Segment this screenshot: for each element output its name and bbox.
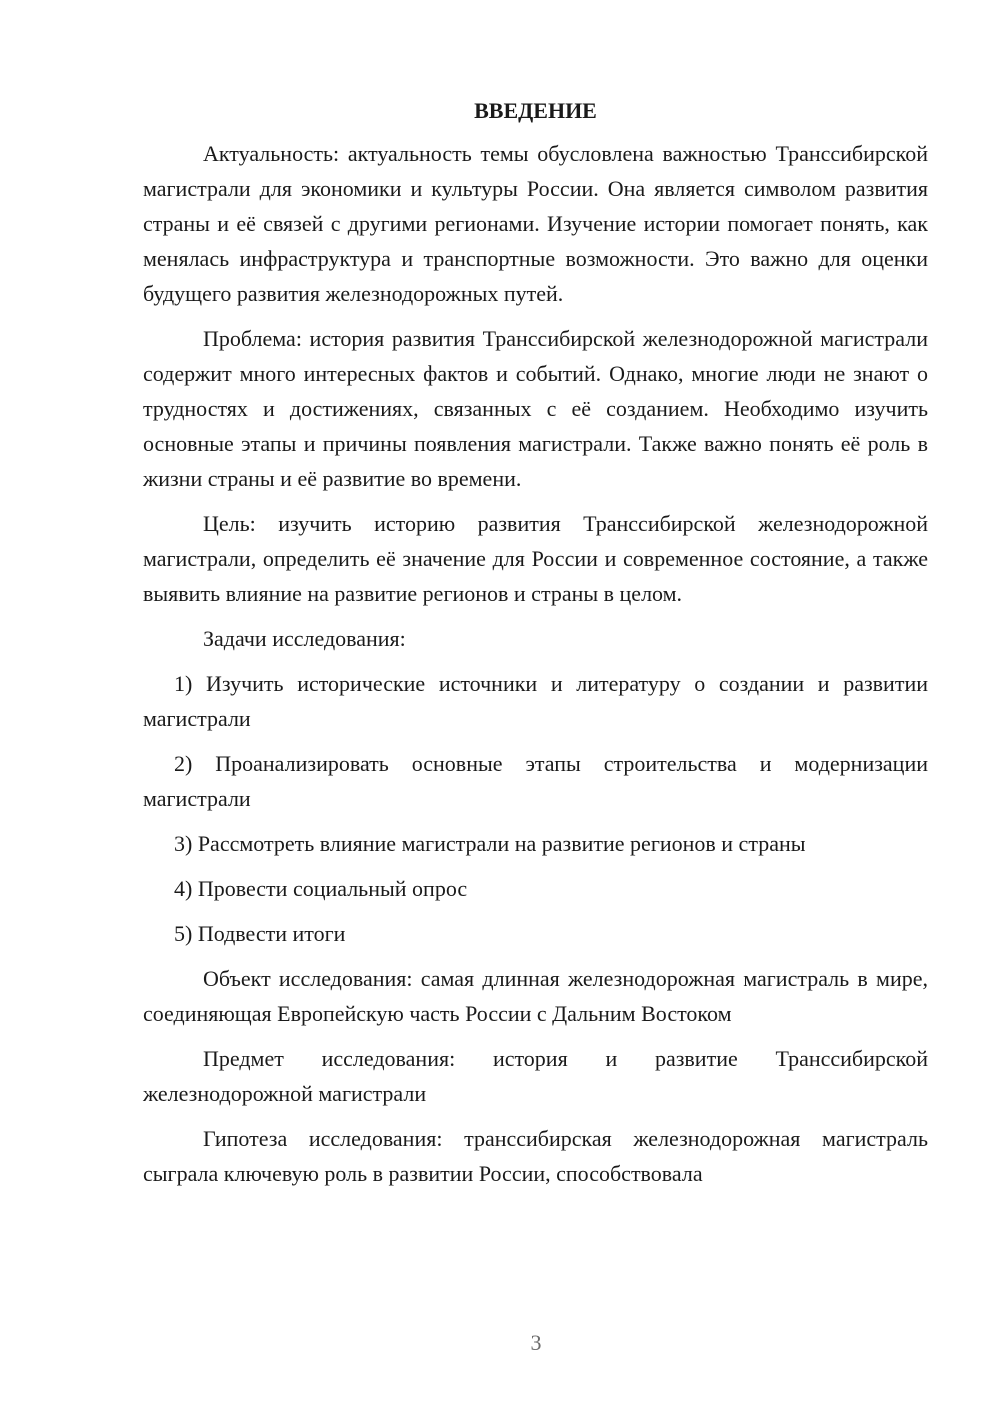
task-item-4: 4) Провести социальный опрос	[174, 876, 468, 901]
paragraph-relevance: Актуальность: актуальность темы обусловлена важностью Транссибирской магистрали для экономики и культуры России. Она является символом развития страны и её связей с другими регионами. Изучение истории помогает понять, как менялась инфраструктура и транспортные возможности. Это важно для оценки будущего развития железнодорожных путей.	[143, 141, 928, 306]
task-item-3: 3) Рассмотреть влияние магистрали на развитие регионов и страны	[174, 831, 806, 856]
document-page	[143, 92, 928, 1201]
paragraph-hypothesis: Гипотеза исследования: транссибирская железнодорожная магистраль сыграла ключевую роль в развитии России, способствовала	[143, 1126, 928, 1186]
paragraph-object: Объект исследования: самая длинная железнодорожная магистраль в мире, соединяющая Европейскую часть России с Дальним Востоком	[143, 966, 928, 1026]
tasks-header: Задачи исследования:	[203, 626, 406, 651]
task-item-1: 1) Изучить исторические источники и литературу о создании и развитии магистрали	[143, 671, 928, 731]
section-title: ВВЕДЕНИЕ	[474, 98, 597, 123]
page-number: 3	[530, 1330, 542, 1355]
paragraph-subject: Предмет исследования: история и развитие Транссибирской железнодорожной магистрали	[143, 1046, 928, 1106]
paragraph-problem: Проблема: история развития Транссибирской железнодорожной магистрали содержит много интересных фактов и событий. Однако, многие люди не знают о трудностях и достижениях, связанных с её созданием. Необходимо изучить основные этапы и причины появления магистрали. Также важно понять её роль в жизни страны и её развитие во времени.	[143, 326, 928, 491]
task-item-5: 5) Подвести итоги	[174, 921, 346, 946]
task-item-2: 2) Проанализировать основные этапы строительства и модернизации магистрали	[143, 751, 928, 811]
paragraph-goal: Цель: изучить историю развития Транссибирской железнодорожной магистрали, определить её значение для России и современное состояние, а также выявить влияние на развитие регионов и страны в целом.	[143, 511, 928, 606]
